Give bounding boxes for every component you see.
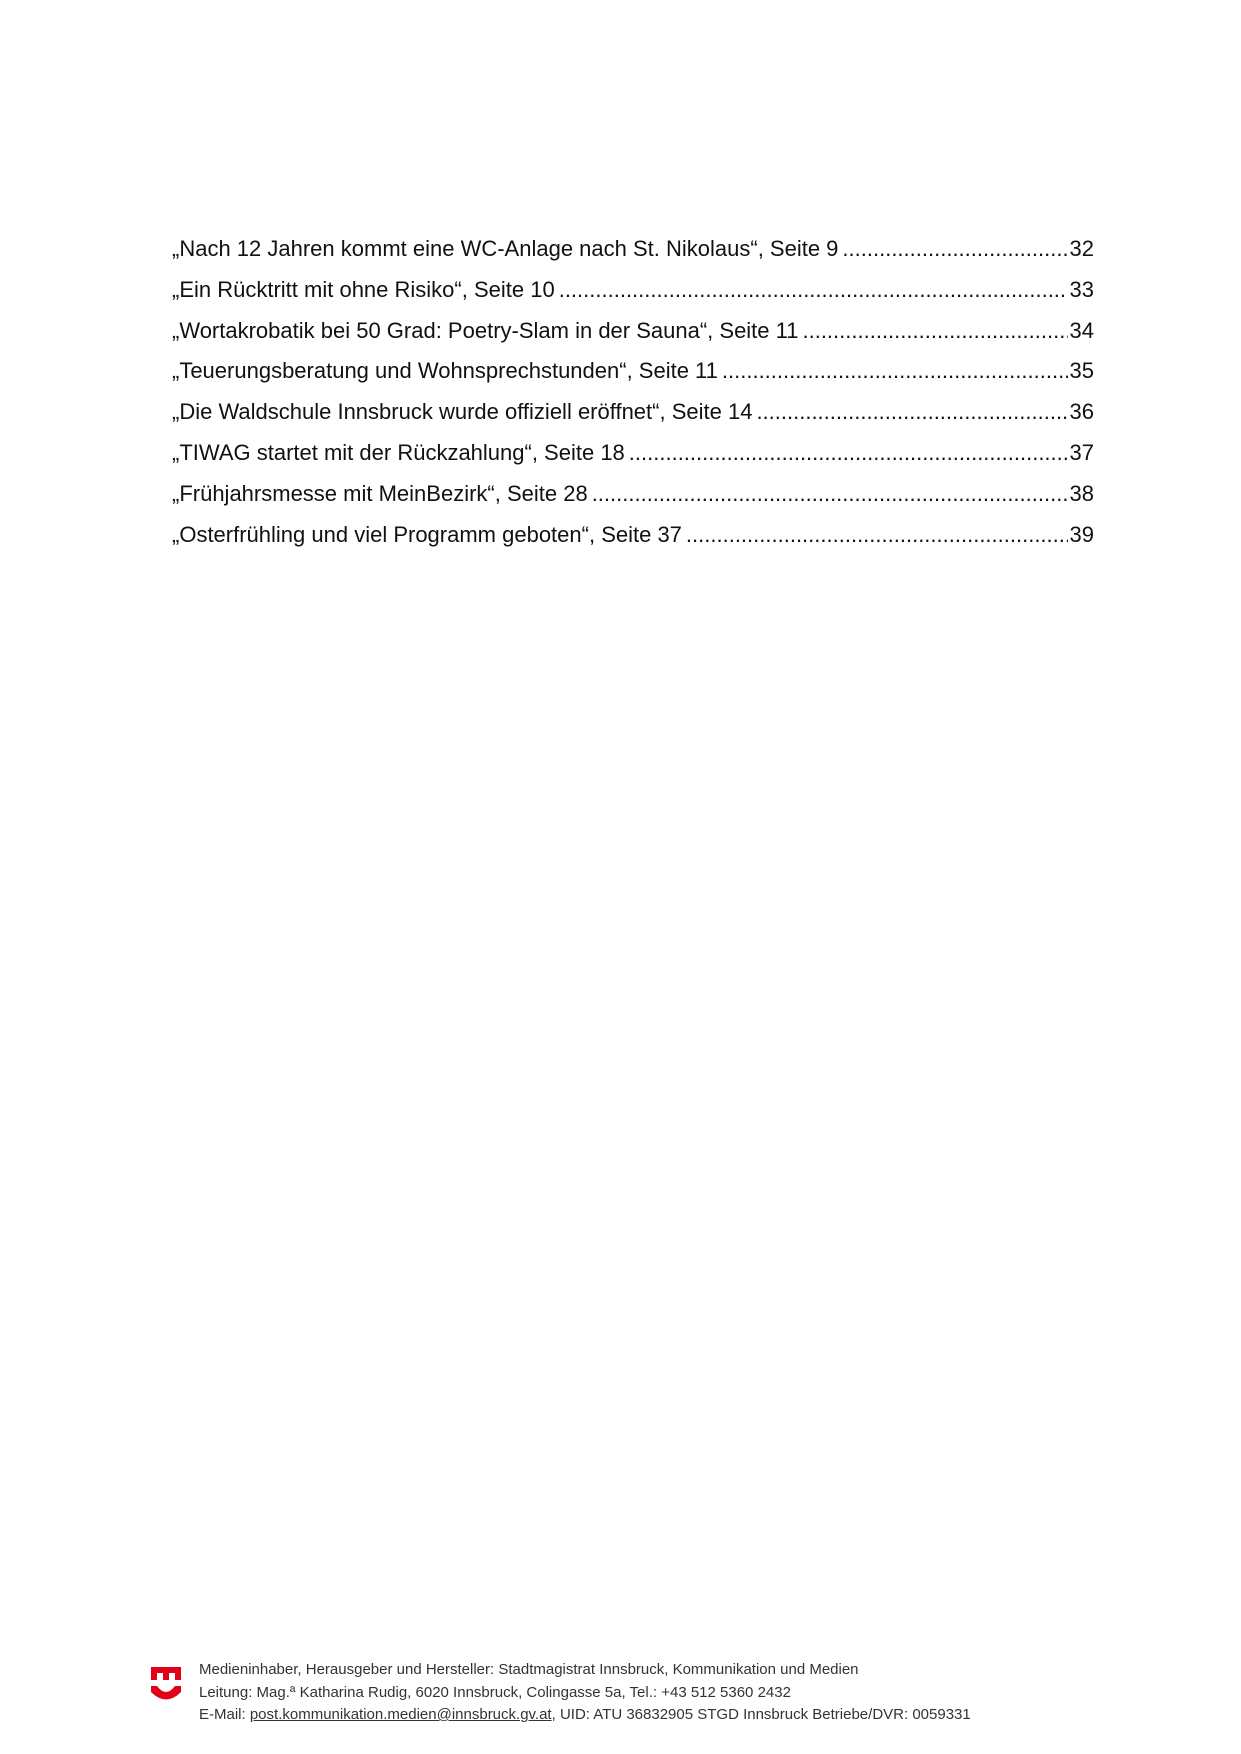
toc-entry-title: „Osterfrühling und viel Programm geboten“, Seite 37 — [172, 521, 682, 547]
toc-entry-page: 36 — [1069, 399, 1094, 425]
toc-entry-page: 35 — [1069, 358, 1094, 384]
page-footer — [150, 1659, 1090, 1729]
innsbruck-logo-icon — [150, 1665, 182, 1705]
toc-entry-title: „Wortakrobatik bei 50 Grad: Poetry-Slam in der Sauna“, Seite 11 — [172, 317, 799, 343]
toc-dot-leader — [756, 399, 1067, 425]
toc-entry[interactable] — [172, 481, 1094, 522]
footer-contact-line: Leitung: Mag.ª Katharina Rudig, 6020 Innsbruck, Colingasse 5a, Tel.: +43 512 5360 2432 — [199, 1683, 791, 1701]
footer-email-label: E-Mail: — [199, 1706, 250, 1723]
toc-entry[interactable] — [172, 236, 1094, 277]
toc-entry-page: 38 — [1069, 480, 1094, 506]
toc-dot-leader — [842, 236, 1067, 262]
toc-entry-page: 39 — [1069, 521, 1094, 547]
toc-dot-leader — [802, 318, 1067, 344]
toc-entry-title: „TIWAG startet mit der Rückzahlung“, Seite 18 — [172, 439, 625, 465]
toc-entry-page: 37 — [1069, 439, 1094, 465]
toc-dot-leader — [559, 277, 1068, 303]
toc-entry-title: „Die Waldschule Innsbruck wurde offiziell eröffnet“, Seite 14 — [172, 399, 753, 425]
toc-dot-leader — [629, 440, 1068, 466]
toc-dot-leader — [686, 522, 1068, 548]
toc-entry[interactable] — [172, 358, 1094, 399]
toc-dot-leader — [592, 481, 1068, 507]
footer-publisher-line: Medieninhaber, Herausgeber und Hersteller: Stadtmagistrat Innsbruck, Kommunikation und Medien — [199, 1661, 859, 1678]
footer-imprint — [199, 1659, 1099, 1727]
footer-email-link[interactable]: post.kommunikation.medien@innsbruck.gv.at — [249, 1706, 552, 1723]
footer-registration-text: , UID: ATU 36832905 STGD Innsbruck Betriebe/DVR: 0059331 — [551, 1706, 971, 1723]
toc-entry[interactable] — [172, 522, 1094, 563]
toc-entry-title: „Frühjahrsmesse mit MeinBezirk“, Seite 28 — [172, 480, 588, 506]
toc-entry[interactable] — [172, 440, 1094, 481]
toc-entry-page: 34 — [1069, 317, 1094, 343]
toc-entry[interactable] — [172, 318, 1094, 359]
table-of-contents — [172, 236, 1094, 562]
footer-email-line — [199, 1704, 1099, 1727]
toc-entry-title: „Ein Rücktritt mit ohne Risiko“, Seite 10 — [172, 276, 555, 302]
toc-entry[interactable] — [172, 399, 1094, 440]
toc-entry[interactable] — [172, 277, 1094, 318]
toc-entry-page: 33 — [1069, 276, 1094, 302]
toc-entry-title: „Teuerungsberatung und Wohnsprechstunden“, Seite 11 — [172, 358, 718, 384]
toc-entry-page: 32 — [1069, 236, 1094, 261]
toc-entry-title: „Nach 12 Jahren kommt eine WC-Anlage nach St. Nikolaus“, Seite 9 — [172, 236, 839, 261]
toc-dot-leader — [722, 358, 1068, 384]
